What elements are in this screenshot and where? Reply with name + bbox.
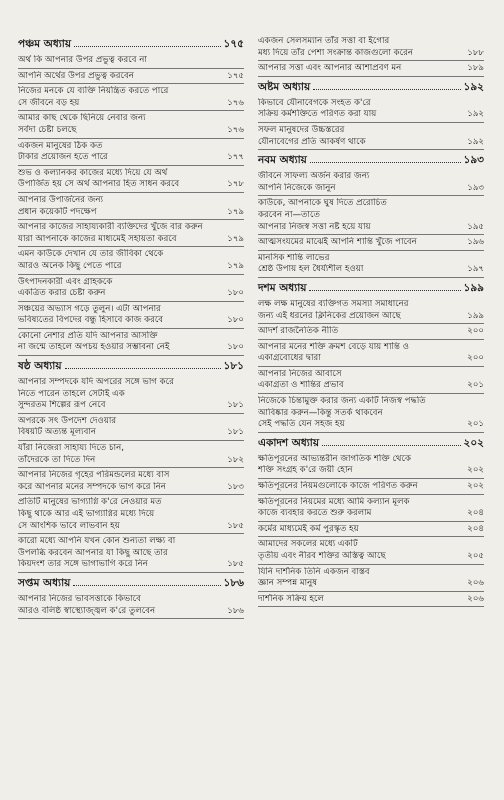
toc-entry-text: না জন্মে তাহলে অপচয় হওয়ার সম্ভাবনা নেই [18,342,170,353]
toc-entry-text: কর্মের মাধ্যমেই কর্ম পুরস্কৃত হয় [258,523,359,534]
toc-entry [258,34,484,61]
toc-entry-page-number: ১৭৯ [227,233,244,244]
toc-entry-line [258,63,484,75]
toc-entry-text: বিষয়টি অত্যন্ত মূল্যবান [18,427,97,438]
toc-entry-text: আপনার নিজের গৃহের পরিমন্ডলের মধ্যে বাস [18,470,170,481]
toc-entry-line [18,125,244,137]
toc-entry-page-number: ১৭৯ [227,260,244,271]
toc-entry-text: আপনার সম্পদকে যদি অপরের সঙ্গে ভাগ করে [18,377,174,388]
toc-entry-page-number: ২০৪ [467,508,484,519]
toc-entry-line [258,369,484,381]
toc-entry-line [18,55,244,67]
toc-entry [258,61,484,77]
toc-entry [18,139,244,166]
toc-entry-text: সে আংশিক ভাবে লাভবান হয় [18,520,120,531]
toc-entry-line [258,551,484,563]
toc-entry-text: করে আপনার মনের সম্পদকে ভাগ করে নিন [18,481,166,492]
toc-entry-line [258,539,484,551]
chapter-heading [18,34,244,53]
toc-entry-page-number: ২০০ [467,353,484,364]
toc-entry-text: তৃতীয় এবং নীরব শক্তির অস্তিত্ব আছে [258,551,386,561]
toc-entry-line [258,137,484,149]
toc-entry [18,468,244,495]
chapter-title: নবম অধ্যায় [258,154,307,167]
toc-entry-text: যারা আপনাকে কাজের মাধ্যমেই সহায়তা করবে [18,233,177,244]
toc-entry-text: জীবনে সাফল্য অর্জন করার জন্য [258,171,370,182]
toc-entry-text: আরও বলিষ্ঠ স্বাস্থ্যোজ্জ্বল ক'রে তুলবেন [18,605,156,616]
toc-entry-line [18,249,244,261]
toc-entry-text: প্রধান কয়েকটি পদক্ষেপ [18,206,97,217]
toc-entry-line [258,578,484,590]
chapter-title: ষষ্ঠ অধ্যায় [18,360,62,373]
toc-entry-text: আপনার মনের শক্তি ক্রমশ বেড়ে যায় শান্তি ও [258,341,409,352]
toc-entry-page-number: ১৯৫ [467,221,484,232]
toc-entry-page-number: ২০২ [467,465,484,476]
toc-entry-line [258,311,484,323]
toc-entry-text: একাগ্রবোধের দ্বারা [258,353,321,364]
toc-entry-page-number: ১৮৫ [227,559,244,570]
toc-entry-text: জ্ঞান সম্পন্ন মানুষ [258,578,317,589]
toc-entry-line [18,152,244,164]
toc-entry-line [18,482,244,494]
toc-entry-line [258,508,484,520]
toc-entry-page-number: ২০২ [467,481,484,492]
chapter-heading [258,278,484,297]
toc-entry-page-number: ১৮২ [227,454,244,465]
toc-entry [258,522,484,538]
toc-entry-page-number: ১৭৬ [227,97,244,108]
toc-entry-line [18,315,244,327]
toc-entry-text: দার্শনিক সক্রিয় হলে [258,593,324,604]
toc-entry-line [18,342,244,354]
toc-entry [258,592,484,608]
toc-entry-page-number: ২০০ [467,326,484,337]
toc-entry-text: কোনো নেশার প্রতি যদি আপনার আসক্তি [18,330,158,341]
toc-entry [258,495,484,522]
toc-entry-page-number: ১৯৬ [467,237,484,248]
toc-entry-line [258,396,484,408]
toc-entry [258,324,484,340]
toc-entry-line [18,497,244,509]
chapter-page-number: ১৯২ [463,80,484,93]
toc-entry-page-number: ১৮০ [227,288,244,299]
toc-entry-page-number: ১৭৬ [227,124,244,135]
toc-entry-line [258,465,484,477]
toc-entry-line [258,36,484,48]
toc-entry-text: নিজের মনকে যে ব্যক্তি নিয়ন্ত্রিত করতে পারে [18,86,169,97]
toc-entry-page-number: ১৭৯ [227,206,244,217]
toc-entry-text: কিয়দংশ তার সঙ্গে ভাগাভাগি করে নিন [18,559,148,570]
toc-entry-line [18,548,244,560]
toc-entry [18,495,244,534]
toc-entry-line [18,427,244,439]
toc-entry-text: আপনার নিজের আবাসে [258,368,342,379]
toc-entry [18,69,244,85]
toc-entry [18,329,244,356]
dot-leader [74,34,220,47]
toc-entry-line [258,210,484,222]
toc-entry-text: সক্রিয় কর্মশক্তিতে পরিণত করা যায় [258,109,377,120]
toc-entry-text: আপনার কাজের সাহায্যকারী ব্যক্তিদের খুঁজে বার করুন [18,222,203,233]
toc-entry [18,166,244,193]
toc-entry-line [258,524,484,536]
toc-entry-text: শুভ ও কল্যানকর কাজের মধ্যে দিয়ে যে অর্থ [18,167,168,178]
toc-entry-page-number: ২০৬ [467,593,484,604]
toc-entry-line [18,168,244,180]
toc-entry-line [18,113,244,125]
toc-entry-line [18,606,244,618]
chapter-page-number: ১৮৬ [223,576,244,589]
toc-entry-page-number: ১৮৮ [467,47,484,58]
toc-entry-text: টাকার প্রয়োজন হতে পারে [18,152,108,163]
toc-entry-line [258,594,484,606]
toc-entry [258,251,484,278]
chapter-title: সপ্তম অধ্যায় [18,576,71,589]
toc-entry-page-number: ১৯২ [467,109,484,120]
toc-entry-line [18,509,244,521]
toc-entry-line [18,277,244,289]
toc-entry-page-number: ২০১ [467,419,484,430]
toc-entry-line [18,98,244,110]
toc-entry-line [18,304,244,316]
toc-entry-line [18,536,244,548]
toc-entry-page-number: ২০৪ [467,523,484,534]
toc-entry [18,441,244,468]
toc-entry-text: সফল মানুষদের উচ্চস্তরের [258,124,345,135]
toc-entry-text: আপনার নিজস্ব সত্তা নষ্ট হয়ে যায় [258,221,371,232]
toc-entry-text: সঞ্চয়ের অভ্যাস গড়ে তুলুন। এটা আপনার [18,303,161,314]
toc-entry [258,96,484,123]
toc-entry-text: যাঁরা নিজেরা সাহায্য দিতে চান, [18,443,125,454]
toc-entry-line [258,326,484,338]
toc-entry-text: আপনার উপার্জনের জন্য [18,194,103,205]
toc-entry-line [258,299,484,311]
toc-entry [258,297,484,324]
toc-entry-line [18,222,244,234]
toc-entry-text: জন্য এই ধরনের ক্লিনিকের প্রয়োজন আছে [258,310,401,321]
toc-entry-text: মধ্য দিয়ে তাঁর পেশা সংক্রান্ত কাজগুলো করেন [258,47,413,58]
toc-entry-page-number: ১৯৭ [467,264,484,275]
toc-entry-text: যৌনাবেগের প্রতি আকর্ষণ থাকে [258,136,366,147]
toc-entry-line [258,353,484,365]
toc-entry [18,375,244,414]
toc-entry-line [258,222,484,234]
toc-entry-text: কাজে ব্যবহার করতে শুরু করলাম [258,508,372,519]
toc-entry-text: শক্তি সংগ্রহ ক'রে জয়ী হোন [258,465,353,476]
toc-entry-line [258,408,484,420]
toc-entry [258,452,484,479]
chapter-heading [18,356,244,375]
toc-entry-page-number: ১৭৭ [227,152,244,163]
toc-entry-line [18,288,244,300]
toc-entry [258,340,484,367]
toc-entry-line [258,342,484,354]
toc-entry-text: প্রতিটি মানুষের ভাগ্যাগ্নি ক'রে নেওয়ার মত [18,497,162,508]
toc-entry [258,123,484,150]
toc-entry-text: অপরকে সৎ উপদেশ দেওয়ার [18,415,117,426]
chapter-page-number: ১৯৩ [463,154,484,167]
toc-entry-page-number: ১৭৮ [227,179,244,190]
toc-entry-text: আবিষ্কার করুন—কিন্তু সতর্ক থাকবেন [258,407,383,418]
toc-entry-page-number: ২০৫ [467,551,484,561]
toc-entry [258,394,484,433]
toc-entry-line [18,377,244,389]
toc-entry [18,111,244,138]
toc-entry-line [18,443,244,455]
chapter-title: একাদশ অধ্যায় [258,436,320,449]
toc-entry-text: আপনার নিজের ভাবসত্তাকে কিভাবে [18,593,141,604]
toc-entry-line [18,559,244,571]
toc-entry [18,302,244,329]
toc-entry-line [18,455,244,467]
toc-entry-text: কিছু থাকে আর এই ভাগ্যাগ্নির মধ্যে দিয়ে [18,509,155,519]
toc-entry-line [258,237,484,249]
toc-entry-line [258,253,484,265]
toc-entry-page-number: ১৮১ [227,427,244,438]
toc-entry-page-number: ১৮৫ [227,520,244,531]
toc-entry-page-number: ১৮৩ [227,481,244,492]
toc-entry-page-number: ১৯৯ [467,310,484,321]
toc-entry-text: সে জীবনে বড় হয় [18,97,80,108]
toc-entry [18,247,244,274]
toc-entry-text: করবেন না—তাতে [258,209,320,220]
chapter-heading [258,77,484,96]
toc-entry-text: সুন্দরতম শিল্পের রূপ নেবে [18,400,106,411]
dot-leader [65,356,221,369]
toc-entry-text: আরও অনেক কিছু পেতে পারে [18,260,122,271]
toc-entry-page-number: ১৭৫ [227,70,244,81]
toc-entry-line [18,470,244,482]
toc-left-column [18,34,244,800]
toc-entry-page-number: ২০৬ [467,578,484,589]
toc-entry-page-number: ২০১ [467,380,484,391]
toc-entry-line [18,71,244,83]
chapter-page-number: ২০২ [463,436,484,449]
toc-entry-page-number: ১৯২ [467,136,484,147]
toc-entry [258,196,484,235]
toc-entry [18,414,244,441]
toc-entry-page-number: ১৮১ [227,400,244,411]
toc-entry-text: উপলব্ধি করবেন আপনার যা কিছু আছে তার [18,547,168,558]
toc-entry-text: তাঁদেরকে তা দিতে দিন [18,454,96,465]
toc-entry-line [18,234,244,246]
toc-entry-text: ক্ষতিপূরনের নিয়মের মধ্যে আমি কল্যান মূলক [258,496,410,507]
toc-entry [18,84,244,111]
toc-right-column [258,34,484,800]
toc-entry-line [18,331,244,343]
toc-entry-line [258,198,484,210]
toc-entry-text: ক্ষতিপূরনের নিয়মগুলোকে কাজে পরিণত করুন [258,481,418,492]
toc-entry-text: একজন সেলসম্যান তাঁর সত্তা বা ইগোর [258,36,390,46]
toc-entry-text: একত্রিত করার চেষ্টা করুন [18,288,106,299]
dot-leader [73,573,220,586]
toc-entry [18,534,244,573]
toc-entry-line [258,183,484,195]
toc-entry-line [18,195,244,207]
toc-entry-text: নিতে পারেন তাহলে সেটাই এক [18,388,125,399]
chapter-heading [258,150,484,169]
toc-entry-text: মানসিক শান্তি লাভের [258,252,330,263]
toc-entry-text: এমন কাউকে দেখান যে তার জীবিকা থেকে [18,249,164,260]
toc-entry-line [258,171,484,183]
toc-entry-text: কিভাবে যৌনাবেগকে সংহত ক'রে [258,97,371,108]
chapter-heading [258,433,484,452]
chapter-title: অষ্টম অধ্যায় [258,80,311,93]
toc-entry [18,193,244,220]
dot-leader [322,433,460,446]
toc-entry [258,169,484,196]
toc-entry-line [258,109,484,121]
toc-entry-text: সর্বদা চেষ্টা চলছে [18,124,77,135]
toc-entry-page-number: ১৮৬ [227,605,244,616]
toc-entry-line [18,594,244,606]
chapter-page-number: ১৮১ [223,360,244,373]
toc-entry-line [18,207,244,219]
toc-entry-line [258,481,484,493]
chapter-page-number: ১৯৯ [463,281,484,294]
toc-entry-line [18,86,244,98]
toc-entry-text: উপার্জিত হয় সে অর্থ আপনার হিত সাধন করবে [18,179,180,190]
dot-leader [313,77,460,90]
chapter-title: পঞ্চম অধ্যায় [18,38,72,50]
toc-entry-line [18,141,244,153]
toc-entry-text: অর্থ কি আপনার উপর প্রভুত্ব করবে না [18,55,147,65]
toc-entry-text: আদর্শ রাজনৈতিক নীতি [258,326,339,337]
toc-entry [258,367,484,394]
toc-entry-text: আপনি নিজেকে জানুন [258,182,336,193]
toc-entry-line [258,125,484,137]
toc-entry-line [258,497,484,509]
toc-entry-text: কারো মধ্যে আপনি যখন কোন শুন্যতা লক্ষ্য বা [18,536,176,547]
toc-entry-page-number: ১৮০ [227,342,244,353]
toc-entry-text: সেই পদ্ধতি যেন সহজ হয় [258,419,345,430]
toc-entry-line [18,416,244,428]
toc-entry-line [258,454,484,466]
toc-entry-text: কাউকে, আপনাকে ঘুষ দিতে প্ররোচিত [258,198,387,209]
toc-entry-line [258,48,484,60]
toc-entry-page-number: ১৮৯ [467,63,484,74]
toc-entry-text: ক্ষতিপূরনের আভ্যন্তরীন জাগতিক শক্তি থেকে [258,453,411,464]
toc-entry-text: আত্মসংযমের মাঝেই আপনি শান্তি খুঁজে পাবেন [258,237,417,248]
chapter-title: দশম অধ্যায় [258,281,307,294]
toc-entry-text: আপনার সত্তা এবং আপনার আশাপ্রবণ মন [258,63,402,74]
toc-entry-line [18,179,244,191]
toc-entry [18,275,244,302]
toc-entry-page-number: ১৮০ [227,315,244,326]
toc-entry-text: একজন মানুষের ঠিক কত [18,140,103,151]
toc-entry-text: নিজেকে চিন্তামুক্ত করার জন্য একটি নিজস্ব পদ্ধতি [258,396,426,407]
toc-entry-line [258,567,484,579]
dot-leader [310,150,461,163]
toc-entry [258,537,484,564]
toc-entry-text: উৎপাদনকারী এবং গ্রাহককে [18,276,113,287]
toc-entry [258,235,484,251]
toc-entry-line [258,380,484,392]
toc-entry [18,53,244,69]
toc-entry-text: আমাদের সকলের মধ্যে একটি [258,539,358,550]
toc-entry-line [258,264,484,276]
toc-entry-line [18,521,244,533]
dot-leader [309,278,460,291]
toc-entry-text: লক্ষ লক্ষ মানুষের ব্যক্তিগত সমস্যা সমাধানের [258,298,409,309]
toc-entry [258,479,484,495]
toc-entry-text: একাগ্রতা ও শান্তির প্রভাব [258,380,344,391]
toc-entry-text: যিনি দার্শনিক তিনি একজন বাস্তব [258,566,370,577]
toc-entry-line [18,389,244,401]
chapter-heading [18,573,244,592]
toc-entry-text: ভবিষ্যতের বিপদের বন্ধু হিসাবে কাজ করবে [18,315,164,326]
toc-entry [18,220,244,247]
toc-entry-line [258,419,484,431]
toc-entry-line [258,98,484,110]
toc-entry-page-number: ১৯৩ [467,182,484,193]
toc-entry-text: শ্রেষ্ঠ উপায় হল ধৈর্য্যশীল হওয়া [258,264,364,275]
toc-entry-text: আপনি অর্থের উপর প্রভুত্ব করবেন [18,70,134,81]
toc-entry-text: আমার কাছ থেকে ছিনিয়ে নেবার জন্য [18,113,146,124]
toc-entry [258,565,484,592]
toc-entry-line [18,400,244,412]
toc-entry [18,592,244,619]
chapter-page-number: ১৭৫ [223,38,244,50]
toc-entry-line [18,261,244,273]
